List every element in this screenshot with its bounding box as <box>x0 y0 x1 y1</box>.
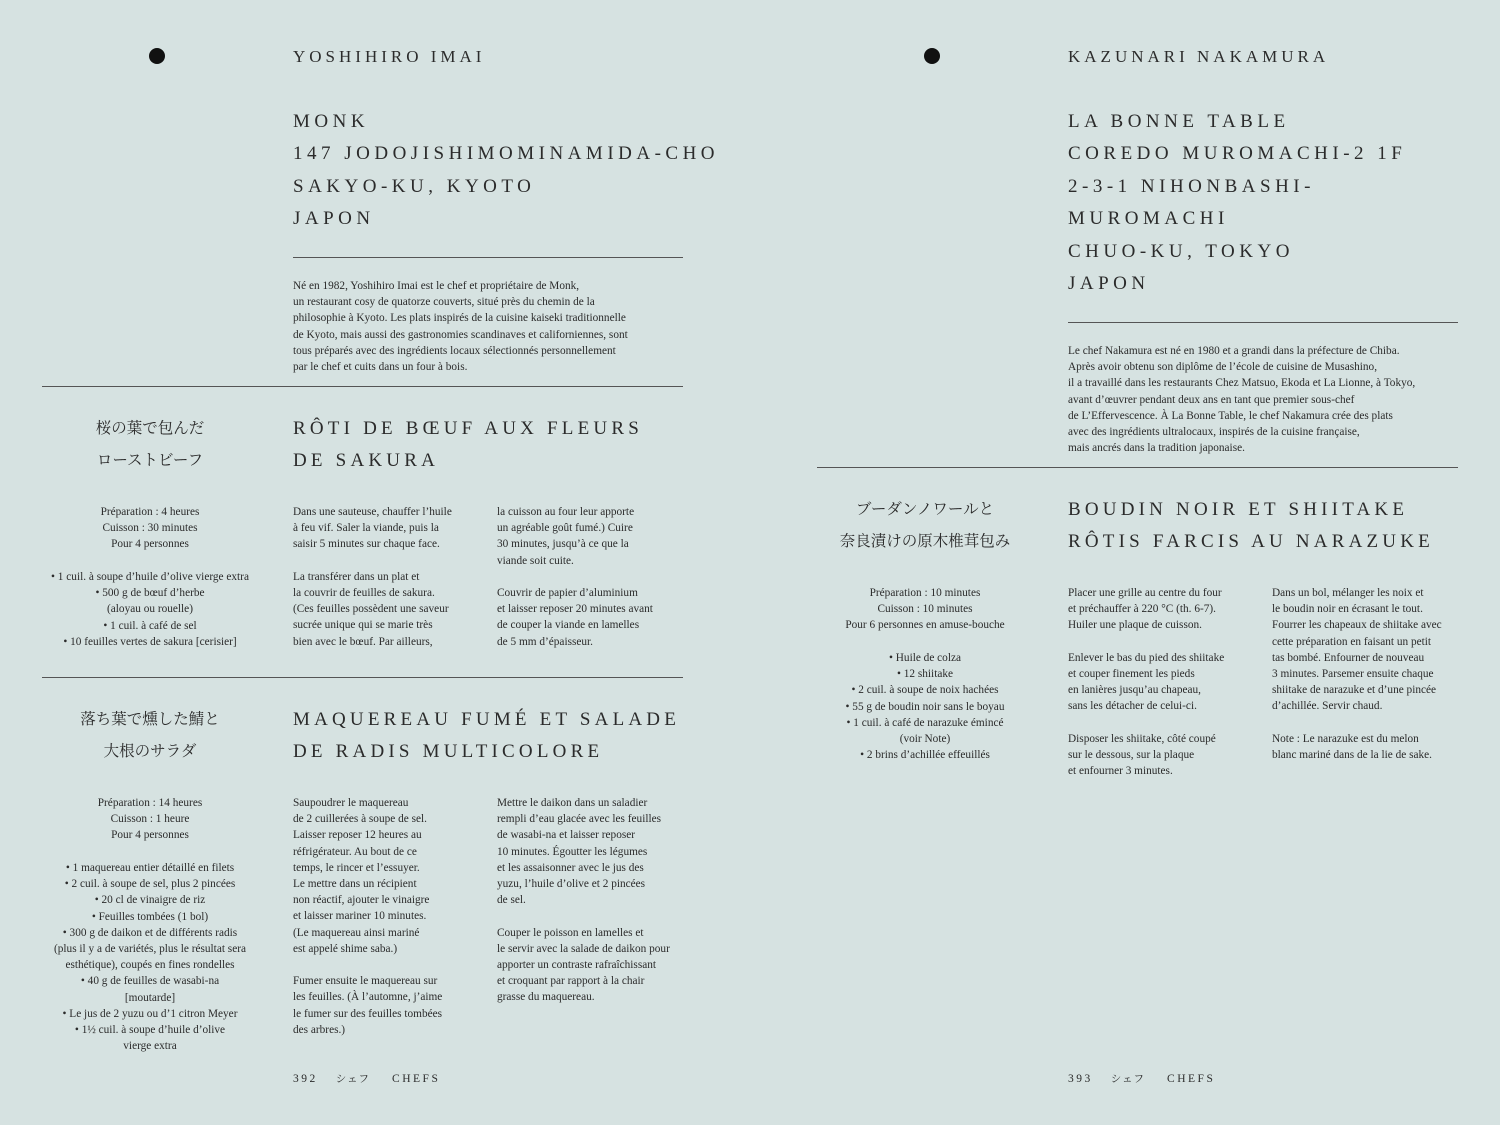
text-line: Dans un bol, mélanger les noix et <box>1272 587 1424 599</box>
title-line: MAQUEREAU FUMÉ ET SALADE <box>293 709 681 730</box>
ingredient: • Feuilles tombées (1 bol) <box>91 910 209 923</box>
text-line: de couper la viande en lamelles <box>497 619 640 632</box>
method-column-2 <box>497 795 697 1022</box>
method-column-2 <box>497 504 697 666</box>
section-jp: シェフ <box>1110 1073 1146 1085</box>
text-line: le boudin noir en écrasant le tout. <box>1272 603 1423 616</box>
text-line: à feu vif. Saler la viande, puis la <box>293 522 439 535</box>
text-line: et couper finement les pieds <box>1068 668 1195 680</box>
text-line: Couper le poisson en lamelles et <box>497 926 644 939</box>
recipe-meta <box>817 585 1033 634</box>
chef-name: KAZUNARI NAKAMURA <box>1068 47 1330 66</box>
method-column-1 <box>293 504 483 666</box>
method-paragraph <box>497 795 697 908</box>
cook-time: Cuisson : 1 heure <box>110 813 190 826</box>
servings: Pour 4 personnes <box>111 829 189 842</box>
method-paragraph <box>497 504 697 569</box>
chef-name: YOSHIHIRO IMAI <box>293 47 486 66</box>
restaurant-address <box>1068 106 1406 300</box>
text-line: yuzu, l’huile d’olive et 2 pincées <box>497 878 646 891</box>
bullet-dot-icon <box>149 48 165 64</box>
text-line: cette préparation en faisant un petit <box>1272 635 1432 648</box>
text-line: tas bombé. Enfourner de nouveau <box>1272 651 1425 664</box>
text-line: sucrée unique qui se marie très <box>293 619 433 632</box>
text-line: Fourrer les chapeaux de shiitake avec <box>1272 619 1442 632</box>
bio-line: Le chef Nakamura est né en 1980 et a grandi dans la préfecture de Chiba. <box>1068 345 1400 357</box>
bio-line: mais ancrés dans la tradition japonaise. <box>1068 442 1245 455</box>
address-line: COREDO MUROMACHI-2 1F <box>1068 143 1407 165</box>
page-number: 392 <box>293 1073 318 1085</box>
method-paragraph <box>1068 650 1263 715</box>
ingredient: • 500 g de bœuf d’herbe <box>95 587 205 600</box>
restaurant-address <box>293 106 719 236</box>
ingredient: • 10 feuilles vertes de sakura [cerisier] <box>63 635 237 648</box>
address-line: SAKYO-KU, KYOTO <box>293 175 536 197</box>
text-line: la couvrir de feuilles de sakura. <box>293 587 435 599</box>
recipe-title-japanese <box>42 412 258 476</box>
text-line: en lanières jusqu’au chapeau, <box>1068 684 1201 697</box>
text-line: grasse du maquereau. <box>497 991 595 1004</box>
section-label: CHEFS <box>1167 1073 1216 1085</box>
ingredient: • 2 brins d’achillée effeuillés <box>860 749 990 762</box>
text-line: Huiler une plaque de cuisson. <box>1068 619 1202 632</box>
recipe-meta <box>42 795 258 844</box>
prep-time: Préparation : 4 heures <box>100 506 200 518</box>
text-line: le fumer sur des feuilles tombées <box>293 1007 443 1020</box>
ingredient: • 1½ cuil. à soupe d’huile d’olive <box>74 1024 226 1037</box>
text-line: sans les détacher de celui-ci. <box>1068 700 1197 713</box>
text-line: et croquant par rapport à la chair <box>497 975 645 988</box>
ingredient: • 20 cl de vinaigre de riz <box>94 894 206 907</box>
text-line: et préchauffer à 220 °C (th. 6-7). <box>1068 603 1216 616</box>
text-line: réfrigérateur. Au bout de ce <box>293 845 417 858</box>
ingredients-list <box>805 650 1045 763</box>
servings: Pour 4 personnes <box>111 538 189 551</box>
text-line: Couvrir de papier d’aluminium <box>497 587 638 599</box>
method-paragraph <box>293 973 483 1038</box>
method-paragraph <box>293 569 483 650</box>
text-line: Fumer ensuite le maquereau sur <box>293 975 438 988</box>
text-line: shiitake de narazuke et d’une pincée <box>1272 684 1437 697</box>
chef-bio <box>293 278 693 375</box>
title-line: DE SAKURA <box>293 450 440 472</box>
text-line: est appelé shime saba.) <box>293 942 398 955</box>
method-column-2 <box>1272 585 1472 779</box>
text-line: non réactif, ajouter le vinaigre <box>293 894 430 907</box>
divider <box>293 257 683 258</box>
jp-title-line: ローストビーフ <box>96 451 204 469</box>
text-line: le servir avec la salade de daikon pour <box>497 942 670 955</box>
chef-bio <box>1068 343 1478 456</box>
text-line: blanc mariné dans de la lie de sake. <box>1272 749 1432 762</box>
jp-title-line: 奈良漬けの原木椎茸包み <box>839 532 1011 550</box>
ingredient: • 12 shiitake <box>896 668 954 681</box>
bio-line: par le chef et cuits dans un four à bois. <box>293 361 468 374</box>
ingredient: • 1 cuil. à café de narazuke émincé <box>846 716 1004 729</box>
bio-line: un restaurant cosy de quatorze couverts, situé près du chemin de la <box>293 296 595 309</box>
bio-line: avec des ingrédients ultralocaux, inspirés de la cuisine française, <box>1068 426 1360 439</box>
recipe-meta <box>42 504 258 553</box>
method-paragraph <box>497 925 697 1006</box>
ingredient: (plus il y a de variétés, plus le résultat sera <box>54 943 246 956</box>
address-line: 147 JODOJISHIMOMINAMIDA-CHO <box>293 143 720 165</box>
title-line: BOUDIN NOIR ET SHIITAKE <box>1068 499 1409 520</box>
text-line: et laisser mariner 10 minutes. <box>293 910 427 923</box>
method-paragraph <box>1272 731 1472 763</box>
text-line: La transférer dans un plat et <box>293 570 420 583</box>
title-line: RÔTIS FARCIS AU NARAZUKE <box>1068 531 1434 553</box>
text-line: (Ces feuilles possèdent une saveur <box>293 603 449 616</box>
text-line: 30 minutes, jusqu’à ce que la <box>497 538 629 551</box>
ingredient: • Le jus de 2 yuzu ou d’1 citron Meyer <box>62 1007 238 1020</box>
servings: Pour 6 personnes en amuse-bouche <box>845 619 1005 632</box>
text-line: d’achillée. Servir chaud. <box>1272 700 1383 713</box>
method-paragraph <box>497 585 697 650</box>
prep-time: Préparation : 10 minutes <box>869 587 981 599</box>
text-line: Mettre le daikon dans un saladier <box>497 797 648 809</box>
address-line: CHUO-KU, TOKYO <box>1068 240 1294 262</box>
bullet-dot-icon <box>924 48 940 64</box>
text-line: de 5 mm d’épaisseur. <box>497 635 594 648</box>
title-line: DE RADIS MULTICOLORE <box>293 741 604 763</box>
page-footer <box>293 1071 440 1086</box>
address-line: JAPON <box>1068 273 1150 295</box>
address-line: MONK <box>293 111 370 132</box>
text-line: saisir 5 minutes sur chaque face. <box>293 538 440 551</box>
text-line: Note : Le narazuke est du melon <box>1272 732 1419 745</box>
jp-title-line: ブーダンノワールと <box>855 500 995 518</box>
address-line: JAPON <box>293 208 375 230</box>
text-line: Le mettre dans un récipient <box>293 878 417 891</box>
ingredient: • Huile de colza <box>888 652 962 664</box>
text-line: temps, le rincer et l’essuyer. <box>293 861 420 874</box>
text-line: des arbres.) <box>293 1023 346 1036</box>
text-line: Disposer les shiitake, côté coupé <box>1068 732 1216 745</box>
text-line: et les assaisonner avec le jus des <box>497 861 644 874</box>
recipe-title <box>1068 494 1434 559</box>
jp-title-line: 桜の葉で包んだ <box>95 419 205 437</box>
bio-line: tous préparés avec des ingrédients locaux sélectionnés personnellement <box>293 344 616 357</box>
method-paragraph <box>1068 731 1263 780</box>
ingredient: • 40 g de feuilles de wasabi-na <box>80 975 220 988</box>
ingredient: • 1 maquereau entier détaillé en filets <box>65 862 235 874</box>
page-footer <box>1068 1071 1215 1086</box>
ingredient: • 300 g de daikon et de différents radis <box>62 926 238 939</box>
text-line: un agréable goût fumé.) Cuire <box>497 522 633 535</box>
divider <box>42 677 683 678</box>
prep-time: Préparation : 14 heures <box>97 797 203 809</box>
ingredient: • 2 cuil. à soupe de noix hachées <box>851 684 999 697</box>
method-paragraph <box>1068 585 1263 634</box>
text-line: Placer une grille au centre du four <box>1068 587 1222 599</box>
text-line: de wasabi-na et laisser reposer <box>497 829 636 842</box>
method-column-1 <box>293 795 483 1054</box>
divider <box>1068 322 1458 323</box>
text-line: la cuisson au four leur apporte <box>497 506 635 518</box>
recipe-title <box>293 413 643 478</box>
section-label: CHEFS <box>392 1073 441 1085</box>
title-line: RÔTI DE BŒUF AUX FLEURS <box>293 418 643 439</box>
text-line: 10 minutes. Égoutter les légumes <box>497 845 648 858</box>
text-line: rempli d’eau glacée avec les feuilles <box>497 813 662 826</box>
text-line: Laisser reposer 12 heures au <box>293 829 422 842</box>
method-column-1 <box>1068 585 1263 796</box>
text-line: de 2 cuillerées à soupe de sel. <box>293 813 427 826</box>
text-line: et enfourner 3 minutes. <box>1068 765 1173 778</box>
text-line: apporter un contraste rafraîchissant <box>497 959 657 972</box>
ingredients-list <box>30 569 270 650</box>
bio-line: Né en 1982, Yoshihiro Imai est le chef et propriétaire de Monk, <box>293 280 580 292</box>
bio-line: Après avoir obtenu son diplôme de l’école de cuisine de Musashino, <box>1068 361 1378 374</box>
text-line: 3 minutes. Parsemer ensuite chaque <box>1272 668 1434 681</box>
jp-title-line: 大根のサラダ <box>103 742 197 760</box>
ingredient: (aloyau ou rouelle) <box>107 603 193 616</box>
page-number: 393 <box>1068 1073 1093 1085</box>
method-paragraph <box>293 795 483 957</box>
ingredient: [moutarde] <box>124 991 176 1004</box>
address-line: LA BONNE TABLE <box>1068 111 1290 132</box>
text-line: (Le maquereau ainsi mariné <box>293 926 420 939</box>
text-line: les feuilles. (À l’automne, j’aime <box>293 991 443 1004</box>
ingredient: • 1 cuil. à soupe d’huile d’olive vierge extra <box>51 571 249 583</box>
bio-line: avant d’œuvrer pendant deux ans en tant que premier sous-chef <box>1068 393 1355 406</box>
cook-time: Cuisson : 30 minutes <box>102 522 198 535</box>
section-jp: シェフ <box>335 1073 371 1085</box>
method-paragraph <box>1272 585 1472 715</box>
right-page <box>750 0 1500 1125</box>
divider <box>817 467 1458 468</box>
recipe-title <box>293 704 680 769</box>
text-line: Saupoudrer le maquereau <box>293 797 409 809</box>
text-line: et laisser reposer 20 minutes avant <box>497 603 653 616</box>
ingredient: • 55 g de boudin noir sans le boyau <box>845 700 1005 713</box>
ingredient: • 2 cuil. à soupe de sel, plus 2 pincées <box>64 878 236 891</box>
address-line: MUROMACHI <box>1068 208 1229 230</box>
text-line: viande soit cuite. <box>497 554 574 567</box>
text-line: bien avec le bœuf. Par ailleurs, <box>293 635 433 648</box>
address-line: 2-3-1 NIHONBASHI- <box>1068 175 1315 197</box>
jp-title-line: 落ち葉で燻した鯖と <box>80 710 220 728</box>
ingredient: esthétique), coupés en fines rondelles <box>65 959 235 972</box>
ingredients-list <box>30 860 270 1054</box>
ingredient: vierge extra <box>123 1040 177 1053</box>
ingredient: • 1 cuil. à café de sel <box>103 619 197 632</box>
bio-line: philosophie à Kyoto. Les plats inspirés de la cuisine kaiseki traditionnelle <box>293 312 626 325</box>
recipe-title-japanese <box>42 703 258 767</box>
text-line: Dans une sauteuse, chauffer l’huile <box>293 506 452 518</box>
cook-time: Cuisson : 10 minutes <box>877 603 973 616</box>
text-line: de sel. <box>497 894 526 907</box>
text-line: sur le dessous, sur la plaque <box>1068 749 1195 761</box>
method-paragraph <box>293 504 483 553</box>
bio-line: de Kyoto, mais aussi des gastronomies scandinaves et californiennes, sont <box>293 328 628 341</box>
text-line: Enlever le bas du pied des shiitake <box>1068 651 1225 664</box>
recipe-title-japanese <box>817 493 1033 557</box>
ingredient: (voir Note) <box>899 733 951 746</box>
bio-line: il a travaillé dans les restaurants Chez Matsuo, Ekoda et La Lionne, à Tokyo, <box>1068 377 1416 390</box>
divider <box>42 386 683 387</box>
bio-line: de L’Effervescence. À La Bonne Table, le chef Nakamura crée des plats <box>1068 409 1393 422</box>
